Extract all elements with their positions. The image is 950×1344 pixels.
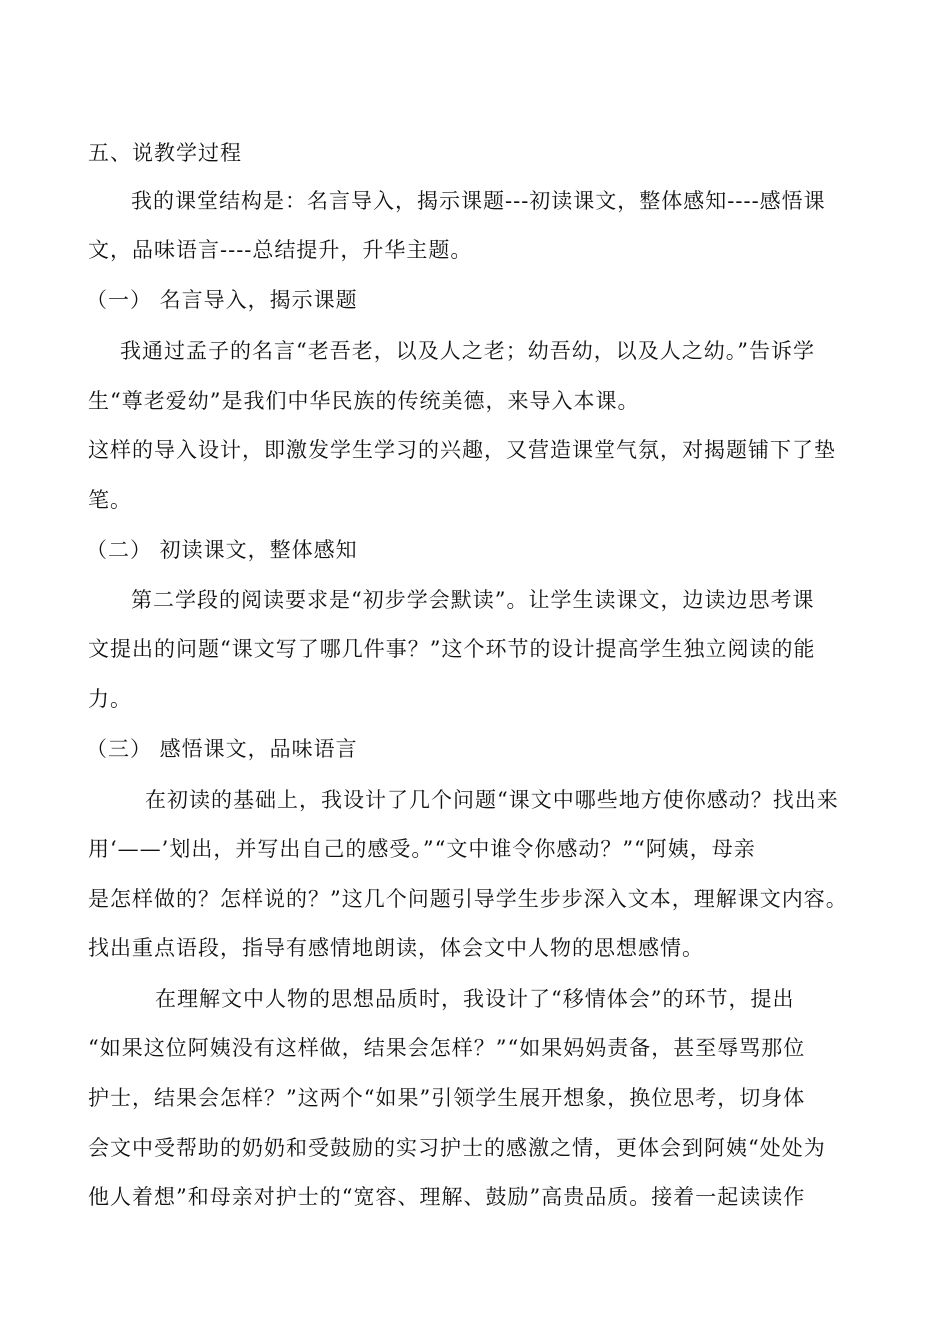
paragraph-line: 第二学段的阅读要求是“初步学会默读”。让学生读课文，边读边思考课	[131, 588, 815, 612]
paragraph-line: 笔。	[88, 488, 132, 512]
paragraph-line: 我的课堂结构是：名言导入，揭示课题---初读课文，整体感知----感悟课	[131, 189, 826, 213]
paragraph-line: 用‘——’划出，并写出自己的感受。”“文中谁令你感动？”“阿姨，母亲	[88, 837, 756, 861]
subsection-heading: （一） 名言导入，揭示课题	[86, 288, 358, 312]
paragraph-line: 文，品味语言----总结提升，升华主题。	[88, 238, 473, 262]
subsection-heading: （二） 初读课文，整体感知	[86, 538, 358, 562]
paragraph-line: 是怎样做的？怎样说的？”这几个问题引导学生步步深入文本，理解课文内容。	[88, 887, 848, 911]
subsection-heading: （三） 感悟课文，品味语言	[86, 737, 358, 761]
paragraph-line: 这样的导入设计，即激发学生学习的兴趣，又营造课堂气氛，对揭题铺下了垫	[88, 438, 836, 462]
paragraph-line: 找出重点语段，指导有感情地朗读，体会文中人物的思想感情。	[88, 936, 704, 960]
paragraph-line: 生“尊老爱幼”是我们中华民族的传统美德，来导入本课。	[88, 389, 640, 413]
paragraph-line: 我通过孟子的名言“老吾老，以及人之老；幼吾幼，以及人之幼。”告诉学	[120, 339, 815, 363]
section-heading: 五、说教学过程	[88, 141, 242, 165]
paragraph-line: 会文中受帮助的奶奶和受鼓励的实习护士的感激之情，更体会到阿姨“处处为	[88, 1136, 826, 1160]
paragraph-line: 护士，结果会怎样？”这两个“如果”引领学生展开想象，换位思考，切身体	[88, 1086, 806, 1110]
paragraph-line: 在初读的基础上，我设计了几个问题“课文中哪些地方使你感动？找出来	[145, 788, 839, 812]
paragraph-line: 文提出的问题“课文写了哪几件事？”这个环节的设计提高学生独立阅读的能	[88, 637, 816, 661]
paragraph-line: 在理解文中人物的思想品质时，我设计了“移情体会”的环节，提出	[155, 987, 795, 1011]
paragraph-line: 力。	[88, 687, 132, 711]
paragraph-line: “如果这位阿姨没有这样做，结果会怎样？”“如果妈妈责备，甚至辱骂那位	[88, 1036, 806, 1060]
paragraph-line: 他人着想”和母亲对护士的“宽容、理解、鼓励”高贵品质。接着一起读读作	[88, 1185, 806, 1209]
